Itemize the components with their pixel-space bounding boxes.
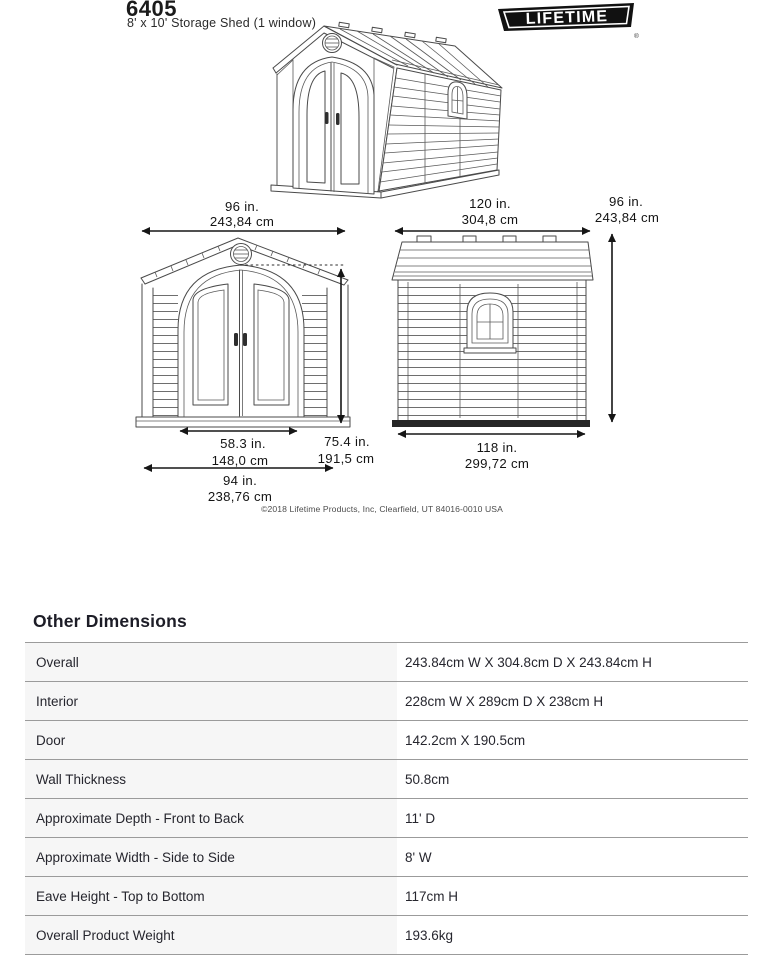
round-vent <box>323 34 342 53</box>
height-label-in: 96 in. <box>608 194 644 209</box>
height-label-cm: 243,84 cm <box>594 210 660 225</box>
spec-value: 228cm W X 289cm D X 238cm H <box>397 682 748 721</box>
table-row-eave-height <box>25 877 748 916</box>
spec-value: 193.6kg <box>397 916 748 955</box>
spec-label: Door <box>25 721 397 760</box>
other-dimensions-heading: Other Dimensions <box>33 611 187 631</box>
front-width-label-cm: 243,84 cm <box>209 214 275 229</box>
spec-value: 142.2cm X 190.5cm <box>397 721 748 760</box>
dimensions-table <box>25 642 748 955</box>
perspective-side-window <box>448 82 467 119</box>
spec-label: Approximate Depth - Front to Back <box>25 799 397 838</box>
table-row-approximate-depth <box>25 799 748 838</box>
logo-text: LIFETIME <box>525 8 609 28</box>
spec-value: 11' D <box>397 799 748 838</box>
door-handle <box>234 333 238 346</box>
front-elevation <box>136 238 350 427</box>
depth-label-in: 120 in. <box>469 196 511 211</box>
front-base <box>136 417 350 427</box>
table-row-door <box>25 721 748 760</box>
door-handle <box>243 333 247 346</box>
spec-value: 117cm H <box>397 877 748 916</box>
registered-trademark: ® <box>634 33 639 40</box>
door-width-label-cm: 148,0 cm <box>211 453 269 468</box>
side-base-label-in: 118 in. <box>476 440 518 455</box>
spec-label: Wall Thickness <box>25 760 397 799</box>
side-elevation <box>392 236 593 427</box>
front-base-label-in: 94 in. <box>222 473 258 488</box>
door-handle <box>336 113 340 125</box>
table-row-overall <box>25 643 748 682</box>
table-row-approximate-width <box>25 838 748 877</box>
perspective-double-doors <box>293 57 374 194</box>
front-double-doors <box>178 265 304 417</box>
door-width-label-in: 58.3 in. <box>220 436 266 451</box>
door-height-label-in: 75.4 in. <box>324 434 370 449</box>
depth-label-cm: 304,8 cm <box>461 212 519 227</box>
front-base-label-cm: 238,76 cm <box>207 489 273 504</box>
spec-value: 243.84cm W X 304.8cm D X 243.84cm H <box>397 643 748 682</box>
spec-label: Approximate Width - Side to Side <box>25 838 397 877</box>
model-number: 6405 <box>126 0 177 21</box>
spec-value: 50.8cm <box>397 760 748 799</box>
table-row-interior <box>25 682 748 721</box>
door-handle <box>325 112 329 124</box>
perspective-side-wall <box>379 68 501 198</box>
spec-label: Overall Product Weight <box>25 916 397 955</box>
copyright-line: ©2018 Lifetime Products, Inc, Clearfield, UT 84016-0010 USA <box>261 504 503 514</box>
spec-value: 8' W <box>397 838 748 877</box>
side-base-label-cm: 299,72 cm <box>464 456 530 471</box>
front-round-vent <box>231 244 252 265</box>
side-window <box>464 293 516 353</box>
table-row-product-weight <box>25 916 748 955</box>
side-roof <box>392 236 593 280</box>
front-width-label-in: 96 in. <box>224 199 260 214</box>
door-height-label-cm: 191,5 cm <box>317 451 375 466</box>
side-base <box>392 420 590 427</box>
spec-label: Overall <box>25 643 397 682</box>
product-subtitle: 8' x 10' Storage Shed (1 window) <box>127 16 317 30</box>
spec-label: Eave Height - Top to Bottom <box>25 877 397 916</box>
table-row-wall-thickness <box>25 760 748 799</box>
spec-label: Interior <box>25 682 397 721</box>
perspective-view <box>271 22 502 198</box>
